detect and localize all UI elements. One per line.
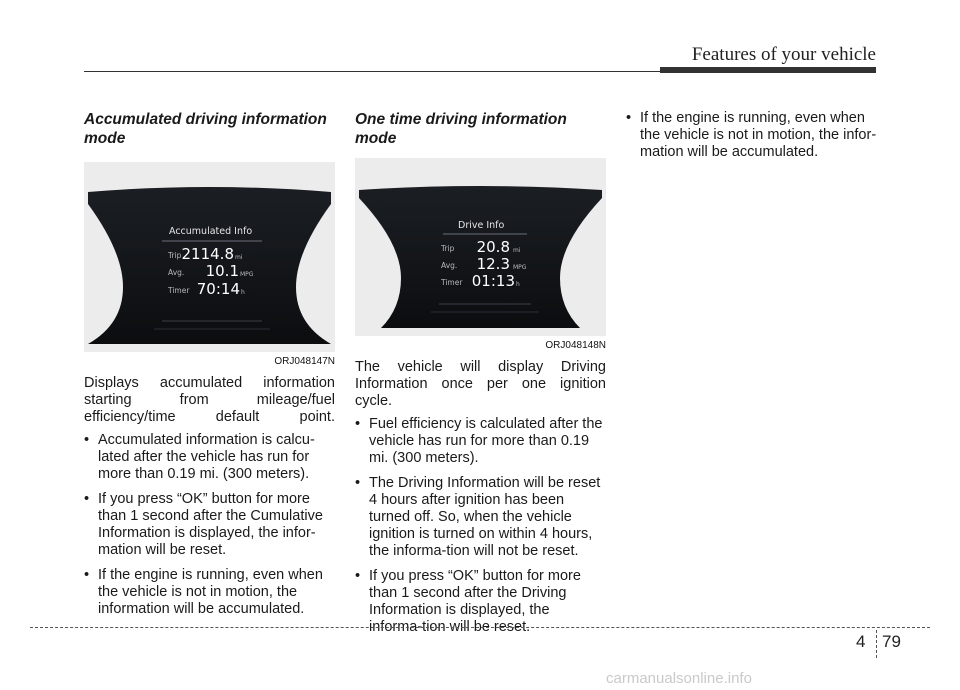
list-item: • Fuel efficiency is calculated after the vehicle has run for more than 0.19 mi. (300 meters). bbox=[355, 416, 603, 466]
figure-drive-info bbox=[355, 158, 606, 351]
list-item: • If you press “OK” button for more than 1 second after the Driving Information is displayed, the informa-tion will be reset. bbox=[355, 568, 581, 635]
footer-rule bbox=[30, 627, 930, 628]
bullet-list bbox=[355, 416, 606, 636]
list-item: • Accumulated information is calcu-lated after the vehicle has run for more than 0.19 mi. (300 meters). bbox=[84, 432, 315, 482]
row-label: Timer bbox=[168, 286, 190, 295]
figure-caption: ORJ048148N bbox=[545, 340, 606, 351]
row-label: Timer bbox=[441, 278, 463, 287]
row-unit: h bbox=[241, 289, 245, 296]
row-value: 70:14 bbox=[196, 280, 240, 298]
page-number: 79 bbox=[882, 632, 901, 651]
row-label: Avg. bbox=[441, 261, 458, 270]
page-header-title: Features of your vehicle bbox=[691, 44, 876, 65]
cluster-image bbox=[84, 162, 335, 352]
page-number-divider bbox=[876, 630, 877, 658]
left-column bbox=[84, 110, 335, 626]
section-heading-one-time: One time driving information mode bbox=[355, 111, 567, 147]
row-label: Trip bbox=[441, 244, 455, 253]
watermark: carmanualsonline.info bbox=[606, 670, 752, 687]
list-item: • If you press “OK” button for more than 1 second after the Cumulative Information is displayed, the infor-mation will be reset. bbox=[84, 491, 323, 558]
row-unit: mi bbox=[235, 254, 243, 261]
screen-title: Drive Info bbox=[458, 220, 505, 231]
middle-column bbox=[355, 110, 606, 644]
chapter-number: 4 bbox=[856, 632, 866, 651]
row-value: 2114.8 bbox=[181, 245, 234, 263]
list-item: • If the engine is running, even when the vehicle is not in motion, the information will be accumulated. bbox=[84, 567, 323, 617]
intro-paragraph: The vehicle will display Driving Information once per one ignition cycle. bbox=[355, 359, 606, 409]
cluster-display-graphic bbox=[355, 158, 606, 336]
section-heading-accumulated: Accumulated driving information mode bbox=[84, 111, 327, 147]
intro-paragraph: Displays accumulated information starting from mileage/fuel efficiency/time default point. bbox=[84, 375, 335, 425]
row-label: Trip bbox=[168, 251, 182, 260]
cluster-display-graphic bbox=[84, 162, 335, 352]
figure-caption: ORJ048147N bbox=[274, 356, 335, 367]
right-column bbox=[626, 110, 877, 169]
row-unit: mi bbox=[513, 247, 521, 254]
screen-title: Accumulated Info bbox=[169, 226, 253, 237]
row-value: 20.8 bbox=[476, 238, 510, 256]
bullet-list bbox=[626, 110, 877, 161]
bullet-list bbox=[84, 432, 335, 618]
list-item: • If the engine is running, even when the vehicle is not in motion, the infor-mation will be accumulated. bbox=[626, 110, 877, 160]
figure-accumulated-info bbox=[84, 162, 335, 367]
list-item: • The Driving Information will be reset 4 hours after ignition has been turned off. So, when the vehicle ignition is turned on within 4 hours, the informa-tion will not be reset. bbox=[355, 475, 601, 559]
cluster-image bbox=[355, 158, 606, 336]
header-rule-accent bbox=[660, 67, 876, 73]
row-unit: MPG bbox=[240, 271, 254, 278]
row-label: Avg. bbox=[168, 268, 185, 277]
row-value: 10.1 bbox=[205, 262, 239, 280]
row-value: 01:13 bbox=[471, 272, 515, 290]
row-value: 12.3 bbox=[476, 255, 510, 273]
row-unit: MPG bbox=[513, 264, 527, 271]
row-unit: h bbox=[516, 281, 520, 288]
